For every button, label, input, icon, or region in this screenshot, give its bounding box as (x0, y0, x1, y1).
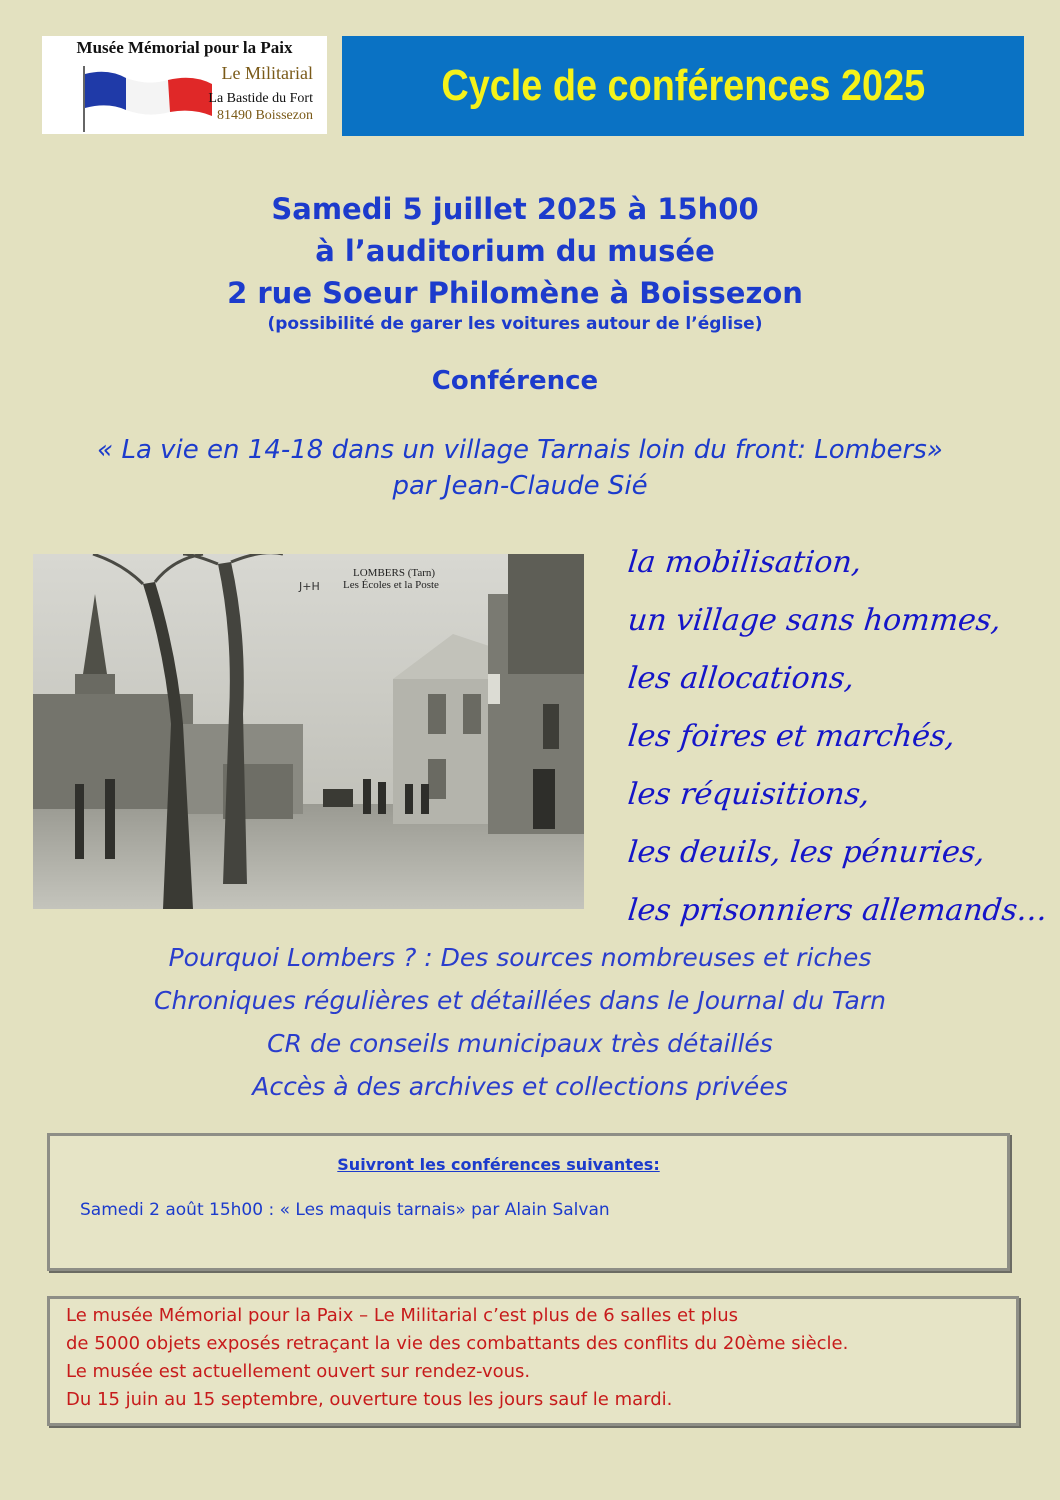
logo-militarial: Le Militarial (221, 63, 313, 83)
why-line: Pourquoi Lombers ? : Des sources nombreuses et riches (168, 943, 872, 972)
conference-label: Conférence (431, 366, 599, 396)
museum-info-line: de 5000 objets exposés retraçant la vie des combattants des conflits du 20ème siècle. (66, 1333, 849, 1354)
event-details (0, 188, 1030, 314)
conference-title: « La vie en 14-18 dans un village Tarnais loin du front: Lombers» (97, 435, 943, 465)
topic-item: les réquisitions, (626, 777, 872, 812)
topic-item: les foires et marchés, (626, 719, 957, 754)
postcard-mark: J+H (299, 580, 320, 593)
parking-note: (possibilité de garer les voitures autour de l’église) (267, 314, 763, 334)
topic-item: les allocations, (626, 661, 856, 696)
event-address: 2 rue Soeur Philomène à Boissezon (227, 276, 803, 310)
topic-item: les prisonniers allemands… (626, 893, 1050, 928)
logo-location: La Bastide du Fort (208, 91, 313, 106)
museum-info-line: Le musée Mémorial pour la Paix – Le Militarial c’est plus de 6 salles et plus (66, 1305, 739, 1326)
postcard-caption-line1: LOMBERS (Tarn) (353, 567, 436, 579)
why-lombers-section (0, 936, 1040, 1108)
museum-logo (42, 36, 327, 134)
postcard-caption-line2: Les Écoles et la Poste (343, 579, 439, 591)
topic-item: les deuils, les pénuries, (626, 835, 987, 870)
topic-item: la mobilisation, (626, 545, 864, 580)
why-line: Chroniques régulières et détaillées dans le Journal du Tarn (154, 986, 886, 1015)
topic-item: un village sans hommes, (626, 603, 1003, 638)
conference-heading (10, 432, 1030, 504)
conference-speaker: par Jean-Claude Sié (392, 471, 648, 501)
why-line: CR de conseils municipaux très détaillés (267, 1029, 773, 1058)
museum-info-line: Le musée est actuellement ouvert sur rendez-vous. (66, 1361, 531, 1382)
french-flag-icon (78, 64, 218, 132)
topics-list (628, 534, 1058, 940)
upcoming-conferences-box (47, 1133, 1010, 1271)
title-banner (342, 36, 1024, 136)
logo-postcode: 81490 Boissezon (216, 108, 313, 123)
museum-info-line: Du 15 juin au 15 septembre, ouverture tous les jours sauf le mardi. (66, 1389, 673, 1410)
logo-museum-name: Musée Mémorial pour la Paix (76, 38, 293, 57)
historic-postcard-photo (33, 554, 584, 909)
upcoming-heading: Suivront les conférences suivantes: (337, 1155, 660, 1174)
museum-info-box (47, 1296, 1019, 1426)
page-title: Cycle de conférences 2025 (441, 61, 925, 110)
event-date: Samedi 5 juillet 2025 à 15h00 (271, 192, 759, 226)
upcoming-item: Samedi 2 août 15h00 : « Les maquis tarnais» par Alain Salvan (80, 1200, 610, 1220)
event-place: à l’auditorium du musée (315, 234, 715, 268)
why-line: Accès à des archives et collections privées (252, 1072, 788, 1101)
